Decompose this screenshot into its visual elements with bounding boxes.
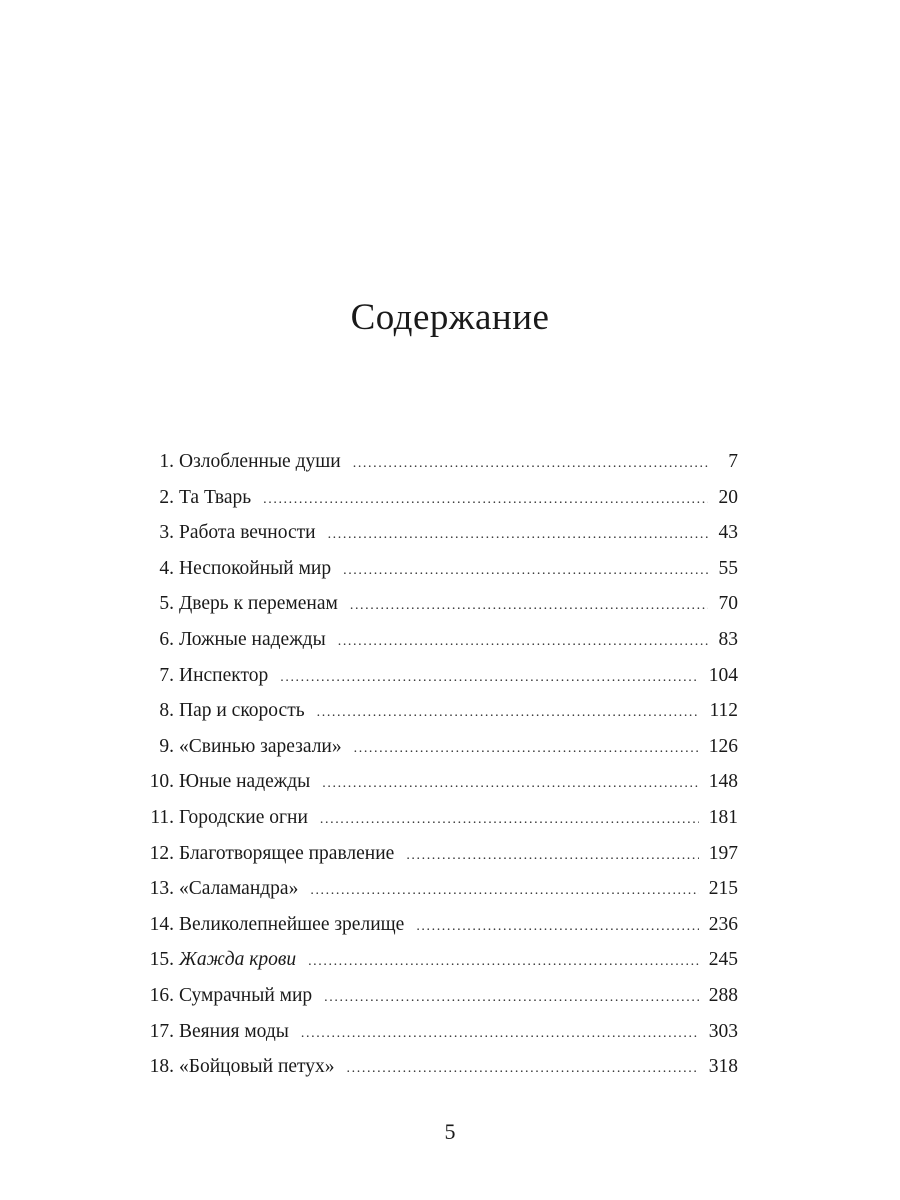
toc-entry-number: 14. [149, 913, 174, 935]
toc-entry-page: 215 [708, 878, 738, 900]
toc-entry [140, 1014, 738, 1050]
toc-entry-title: «Бойцовый петух» [179, 1056, 335, 1078]
toc-entry-page: 197 [708, 842, 738, 864]
toc-entry-title: Жажда крови [179, 949, 297, 971]
toc-entry-title: Ложные надежды [179, 628, 326, 650]
toc-entry-page: 288 [708, 984, 738, 1006]
dot-leader [324, 980, 699, 1016]
toc-entry [140, 622, 738, 658]
toc-entry [140, 978, 738, 1014]
toc-entry-title: Неспокойный мир [179, 557, 332, 579]
toc-entry-number: 6. [159, 628, 174, 650]
toc-entry-title: Сумрачный мир [179, 984, 313, 1006]
dot-leader [350, 588, 708, 624]
toc-entry [140, 836, 738, 872]
dot-leader [301, 1016, 699, 1052]
toc-entry [140, 871, 738, 907]
toc-entry-title: Юные надежды [179, 771, 311, 793]
toc-entry-title: Дверь к переменам [179, 593, 338, 615]
toc-entry-number: 16. [149, 984, 174, 1006]
table-of-contents [140, 444, 738, 1085]
toc-entry-number: 2. [159, 486, 174, 508]
toc-entry-title: Работа вечности [179, 522, 316, 544]
toc-entry [140, 551, 738, 587]
dot-leader [406, 838, 698, 874]
toc-entry-page: 318 [708, 1056, 738, 1078]
page-number: 5 [444, 1119, 456, 1144]
toc-entry-title: Веяния моды [179, 1020, 289, 1042]
dot-leader [353, 446, 708, 482]
toc-entry [140, 658, 738, 694]
toc-entry-page: 303 [708, 1020, 738, 1042]
toc-entry-number: 18. [149, 1056, 174, 1078]
toc-entry-page: 236 [708, 913, 738, 935]
toc-entry [140, 693, 738, 729]
toc-entry [140, 907, 738, 943]
toc-entry-page: 55 [718, 557, 738, 579]
dot-leader [338, 624, 708, 660]
toc-entry-title: «Свинью зарезали» [179, 735, 342, 757]
toc-entry-number: 15. [149, 949, 174, 971]
toc-entry-page: 43 [718, 522, 738, 544]
toc-entry-page: 70 [718, 593, 738, 615]
toc-entry [140, 1049, 738, 1085]
toc-entry-title: Озлобленные души [179, 451, 341, 472]
toc-entry-page: 7 [728, 451, 738, 472]
dot-leader [280, 660, 699, 696]
toc-entry [140, 800, 738, 836]
toc-entry-number: 1. [159, 451, 174, 472]
toc-entry-page: 126 [708, 735, 738, 757]
toc-entry-number: 12. [149, 842, 174, 864]
dot-leader [322, 766, 698, 802]
toc-entry-number: 5. [159, 593, 174, 615]
toc-entry-title: Городские огни [179, 806, 308, 828]
dot-leader [308, 944, 699, 980]
toc-entry-number: 3. [159, 522, 174, 544]
toc-entry-number: 7. [159, 664, 174, 686]
toc-entry-title: Инспектор [179, 664, 269, 686]
dot-leader [416, 909, 698, 945]
dot-leader [354, 731, 699, 767]
dot-leader [263, 482, 708, 518]
toc-entry-title: «Саламандра» [179, 878, 299, 900]
toc-entry [140, 729, 738, 765]
toc-entry [140, 586, 738, 622]
toc-entry-page: 104 [708, 664, 738, 686]
toc-entry-page: 181 [708, 806, 738, 828]
toc-entry-page: 245 [708, 949, 738, 971]
toc-entry-page: 83 [718, 628, 738, 650]
toc-entry-page: 112 [709, 700, 738, 722]
toc-entry-title: Пар и скорость [179, 700, 305, 722]
toc-entry-number: 13. [149, 878, 174, 900]
toc-entry [140, 942, 738, 978]
toc-entry-number: 10. [149, 771, 174, 793]
toc-entry-number: 11. [150, 806, 174, 828]
toc-entry-page: 20 [718, 486, 738, 508]
toc-entry-title: Благотворящее правление [179, 842, 395, 864]
toc-entry [140, 515, 738, 551]
toc-entry-number: 9. [159, 735, 174, 757]
dot-leader [320, 802, 699, 838]
toc-entry-title: Великолепнейшее зрелище [179, 913, 405, 935]
dot-leader [328, 517, 708, 553]
toc-entry-number: 17. [149, 1020, 174, 1042]
toc-entry [140, 764, 738, 800]
dot-leader [310, 873, 698, 909]
page-title: Содержание [350, 297, 550, 338]
toc-entry-number: 8. [159, 700, 174, 722]
toc-entry-page: 148 [708, 771, 738, 793]
dot-leader [317, 695, 700, 731]
toc-entry-title: Та Тварь [179, 486, 252, 508]
toc-entry-number: 4. [159, 557, 174, 579]
toc-entry [140, 444, 738, 480]
dot-leader [347, 1051, 699, 1087]
toc-entry [140, 480, 738, 516]
dot-leader [343, 553, 708, 589]
